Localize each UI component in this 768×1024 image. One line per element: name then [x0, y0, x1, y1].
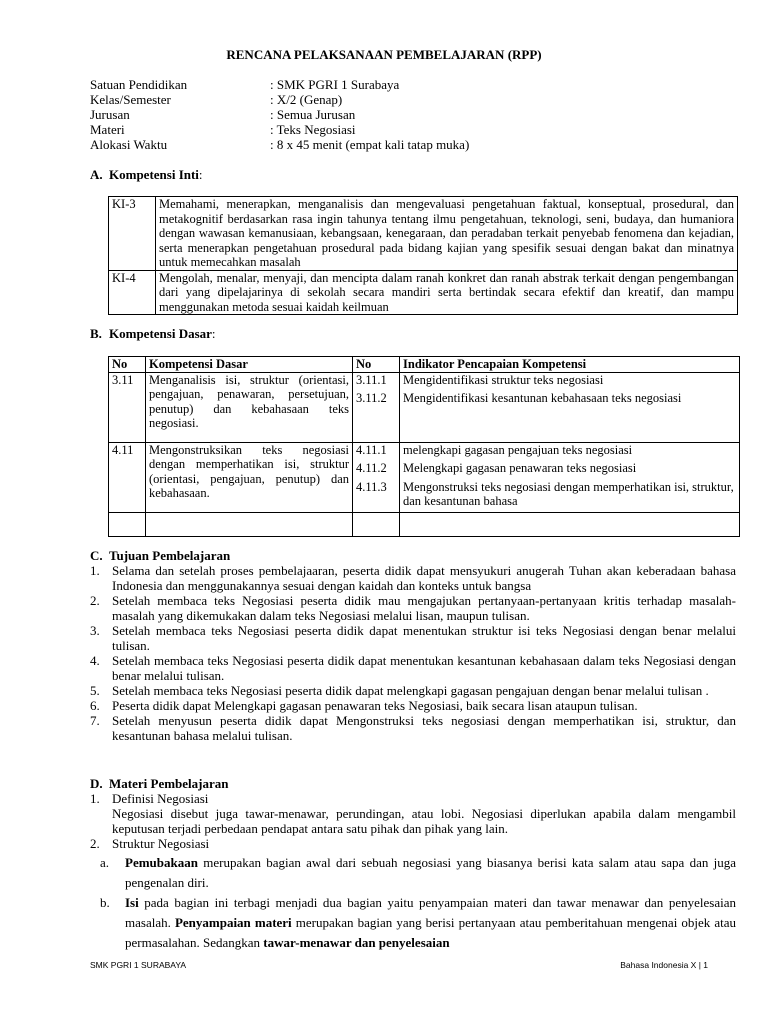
- info-row: [90, 137, 650, 152]
- section-title: Materi Pembelajaran: [109, 776, 229, 791]
- footer-left: SMK PGRI 1 SURABAYA: [90, 960, 187, 970]
- item-text: Peserta didik dapat Melengkapi gagasan penawaran teks Negosiasi, baik secara lisan ataupun tulisan.: [112, 698, 638, 713]
- info-value: : Teks Negosiasi: [270, 122, 356, 137]
- sub-item-text: merupakan bagian awal dari sebuah negosiasi yang biasanya berisi kata salam atau sapa dan juga pengenalan diri.: [125, 855, 736, 890]
- item-text: Setelah menyusun peserta didik dapat Mengonstruksi teks negosiasi dengan memperhatikan isi, struktur, dan kesantunan bahasa melalui tulisan.: [112, 713, 736, 743]
- section-title: Kompetensi Inti: [109, 167, 199, 182]
- item-number: 2.: [90, 593, 100, 608]
- info-value: : X/2 (Genap): [270, 92, 343, 107]
- section-colon: :: [198, 167, 203, 182]
- section-a-heading: [90, 167, 203, 182]
- footer-right: Bahasa Indonesia X | 1: [620, 960, 708, 970]
- info-label: Kelas/Semester: [90, 92, 171, 107]
- page-title: RENCANA PELAKSANAAN PEMBELAJARAN (RPP): [226, 47, 542, 62]
- info-row: [90, 122, 650, 137]
- table-row-empty: [109, 512, 740, 536]
- info-value: : SMK PGRI 1 Surabaya: [270, 77, 400, 92]
- table-row: [109, 372, 740, 442]
- info-row: [90, 92, 650, 107]
- section-colon: :: [211, 326, 216, 341]
- header-no: No: [109, 357, 146, 373]
- item-text: Selama dan setelah proses pembelajaaran, peserta didik dapat mensyukuri anugerah Tuhan akan keberadaan bahasa Indonesia dan menggunakannya sesuai dengan kaidah dan konteks untuk bangsa: [112, 563, 736, 593]
- indicator-numbers: [353, 372, 400, 442]
- info-label: Satuan Pendidikan: [90, 77, 188, 92]
- item-title: Definisi Negosiasi: [112, 791, 209, 806]
- item-text: Setelah membaca teks Negosiasi peserta didik dapat melengkapi gagasan pengajuan dengan benar melalui tulisan .: [112, 683, 709, 698]
- list-item: [90, 713, 736, 743]
- identity-block: [90, 77, 650, 152]
- indicator-no: 4.11.1: [356, 442, 387, 457]
- sub-item-text: pada bagian ini terbagi menjadi dua bagian yaitu penyampaian materi dan tawar menawar dan penyelesaian masalah.: [125, 895, 736, 930]
- info-value: : 8 x 45 menit (empat kali tatap muka): [270, 137, 470, 152]
- indicator-text: Mengidentifikasi kesantunan kebahasaan teks negosiasi: [403, 391, 682, 405]
- info-row: [90, 77, 650, 92]
- paragraph: Negosiasi disebut juga tawar-menawar, perundingan, atau lobi. Negosiasi diperlukan apabila dalam mengambil keputusan terjadi perbedaan pendapat antara satu pihak dan pihak yang lain.: [112, 806, 736, 836]
- section-b-heading: [90, 326, 216, 341]
- info-row: [90, 107, 650, 122]
- indicator-text: Melengkapi gagasan penawaran teks negosiasi: [403, 461, 637, 475]
- item-text: Setelah membaca teks Negosiasi peserta didik dapat menentukan kesantunan kebahasaan dalam teks Negosiasi dengan benar melalui tulisan.: [112, 653, 736, 683]
- list-item: [90, 653, 736, 683]
- indicator-numbers: [353, 442, 400, 512]
- term: Penyampaian materi: [174, 915, 292, 930]
- sub-item: [90, 853, 736, 893]
- indicators: [400, 372, 740, 442]
- kompetensi-inti-table: [108, 196, 738, 315]
- materi-list: [90, 791, 736, 953]
- kd-no: 3.11: [109, 372, 146, 442]
- item-number: 6.: [90, 698, 100, 713]
- indicator-no: 4.11.2: [356, 461, 387, 475]
- item-number: 1.: [90, 563, 100, 578]
- indicator-text: melengkapi gagasan pengajuan teks negosiasi: [403, 442, 633, 457]
- table-header-row: [109, 357, 740, 373]
- kompetensi-dasar-table: [108, 356, 740, 537]
- sub-item-letter: b.: [100, 895, 110, 910]
- table-row: [109, 270, 738, 315]
- info-value: : Semua Jurusan: [270, 107, 356, 122]
- indicator-no: 3.11.2: [356, 391, 387, 405]
- indicator-no: 4.11.3: [356, 479, 387, 494]
- info-label: Alokasi Waktu: [90, 137, 168, 152]
- list-item: [90, 791, 736, 806]
- section-title: Tujuan Pembelajaran: [109, 548, 231, 563]
- section-title: Kompetensi Dasar: [109, 326, 212, 341]
- list-item: [90, 623, 736, 653]
- sub-item-letter: a.: [100, 855, 110, 870]
- item-number: 3.: [90, 623, 100, 638]
- section-c-heading: [90, 548, 230, 563]
- item-text: Setelah membaca teks Negosiasi peserta didik mau mengajukan pertanyaan-pertanyaan kritis terhadap masalah-masalah yang dikemukakan dalam teks Negosiasi melalui lisan, maupun tulisan.: [112, 593, 736, 623]
- item-number: 7.: [90, 713, 100, 728]
- header-kd: Kompetensi Dasar: [146, 357, 353, 373]
- item-number: 5.: [90, 683, 100, 698]
- item-text: Setelah membaca teks Negosiasi peserta didik dapat menentukan struktur isi teks Negosiasi dengan benar melalui tulisan.: [112, 623, 736, 653]
- kd-text: Menganalisis isi, struktur (orientasi, pengajuan, penawaran, persetujuan, penutup) dan kebahasaan teks negosiasi.: [146, 372, 353, 442]
- ki-text: Memahami, menerapkan, menganalisis dan mengevaluasi pengetahuan faktual, konseptual, prosedural, dan metakognitif berdasarkan rasa ingin tahunya tentang ilmu pengetahuan, teknologi, seni, budaya, dan humaniora dengan wawasan kemanusiaan, kebangsaan, kenegaraan, dan peradaban terkait penyebab fenomena dan kejadian, serta menerapkan pengetahuan prosedural pada bidang kajian yang spesifik sesuai dengan bakat dan minatnya untuk memecahkan masalah: [156, 197, 738, 271]
- info-label: Jurusan: [90, 107, 130, 122]
- section-letter: D.: [90, 776, 103, 791]
- header-no2: No: [353, 357, 400, 373]
- section-letter: B.: [90, 326, 102, 341]
- indicator-text: Mengonstruksi teks negosiasi dengan memperhatikan isi, struktur, dan kesantunan bahasa: [403, 479, 734, 508]
- item-number: 2.: [90, 836, 100, 851]
- table-row: [109, 442, 740, 512]
- ki-code: KI-4: [109, 270, 156, 315]
- section-d-heading: [90, 776, 228, 791]
- list-item: [90, 563, 736, 593]
- ki-code: KI-3: [109, 197, 156, 271]
- table-row: [109, 197, 738, 271]
- section-letter: A.: [90, 167, 103, 182]
- indicator-text: Mengidentifikasi struktur teks negosiasi: [403, 372, 604, 387]
- ki-text: Mengolah, menalar, menyaji, dan mencipta dalam ranah konkret dan ranah abstrak terkait dengan pengembangan dari yang dipelajarinya di sekolah secara mandiri serta bertindak secara efektif dan kreatif, dan mampu menggunakan metoda sesuai kaidah keilmuan: [156, 270, 738, 315]
- list-item: [90, 683, 736, 698]
- info-label: Materi: [90, 122, 125, 137]
- term: Isi: [125, 895, 139, 910]
- list-item: [90, 698, 736, 713]
- indicators: [400, 442, 740, 512]
- tujuan-list: [90, 563, 736, 743]
- kd-text: Mengonstruksikan teks negosiasi dengan memperhatikan isi, struktur (orientasi, pengajuan, penutup) dan kebahasaan.: [146, 442, 353, 512]
- term: tawar-menawar dan penyelesaian: [263, 935, 450, 950]
- item-number: 4.: [90, 653, 100, 668]
- kd-no: 4.11: [109, 442, 146, 512]
- header-indikator: Indikator Pencapaian Kompetensi: [400, 357, 740, 373]
- term: Pemubakaan: [125, 855, 198, 870]
- item-number: 1.: [90, 791, 100, 806]
- item-title: Struktur Negosiasi: [112, 836, 210, 851]
- sub-item: [90, 893, 736, 953]
- list-item: [90, 836, 736, 851]
- sub-item-text: merupakan bagian yang berisi pertanyaan atau pemberitahuan mengenai objek atau permasalahan. Sedangkan: [125, 915, 737, 950]
- section-letter: C.: [90, 548, 103, 563]
- list-item: [90, 593, 736, 623]
- indicator-no: 3.11.1: [356, 372, 387, 387]
